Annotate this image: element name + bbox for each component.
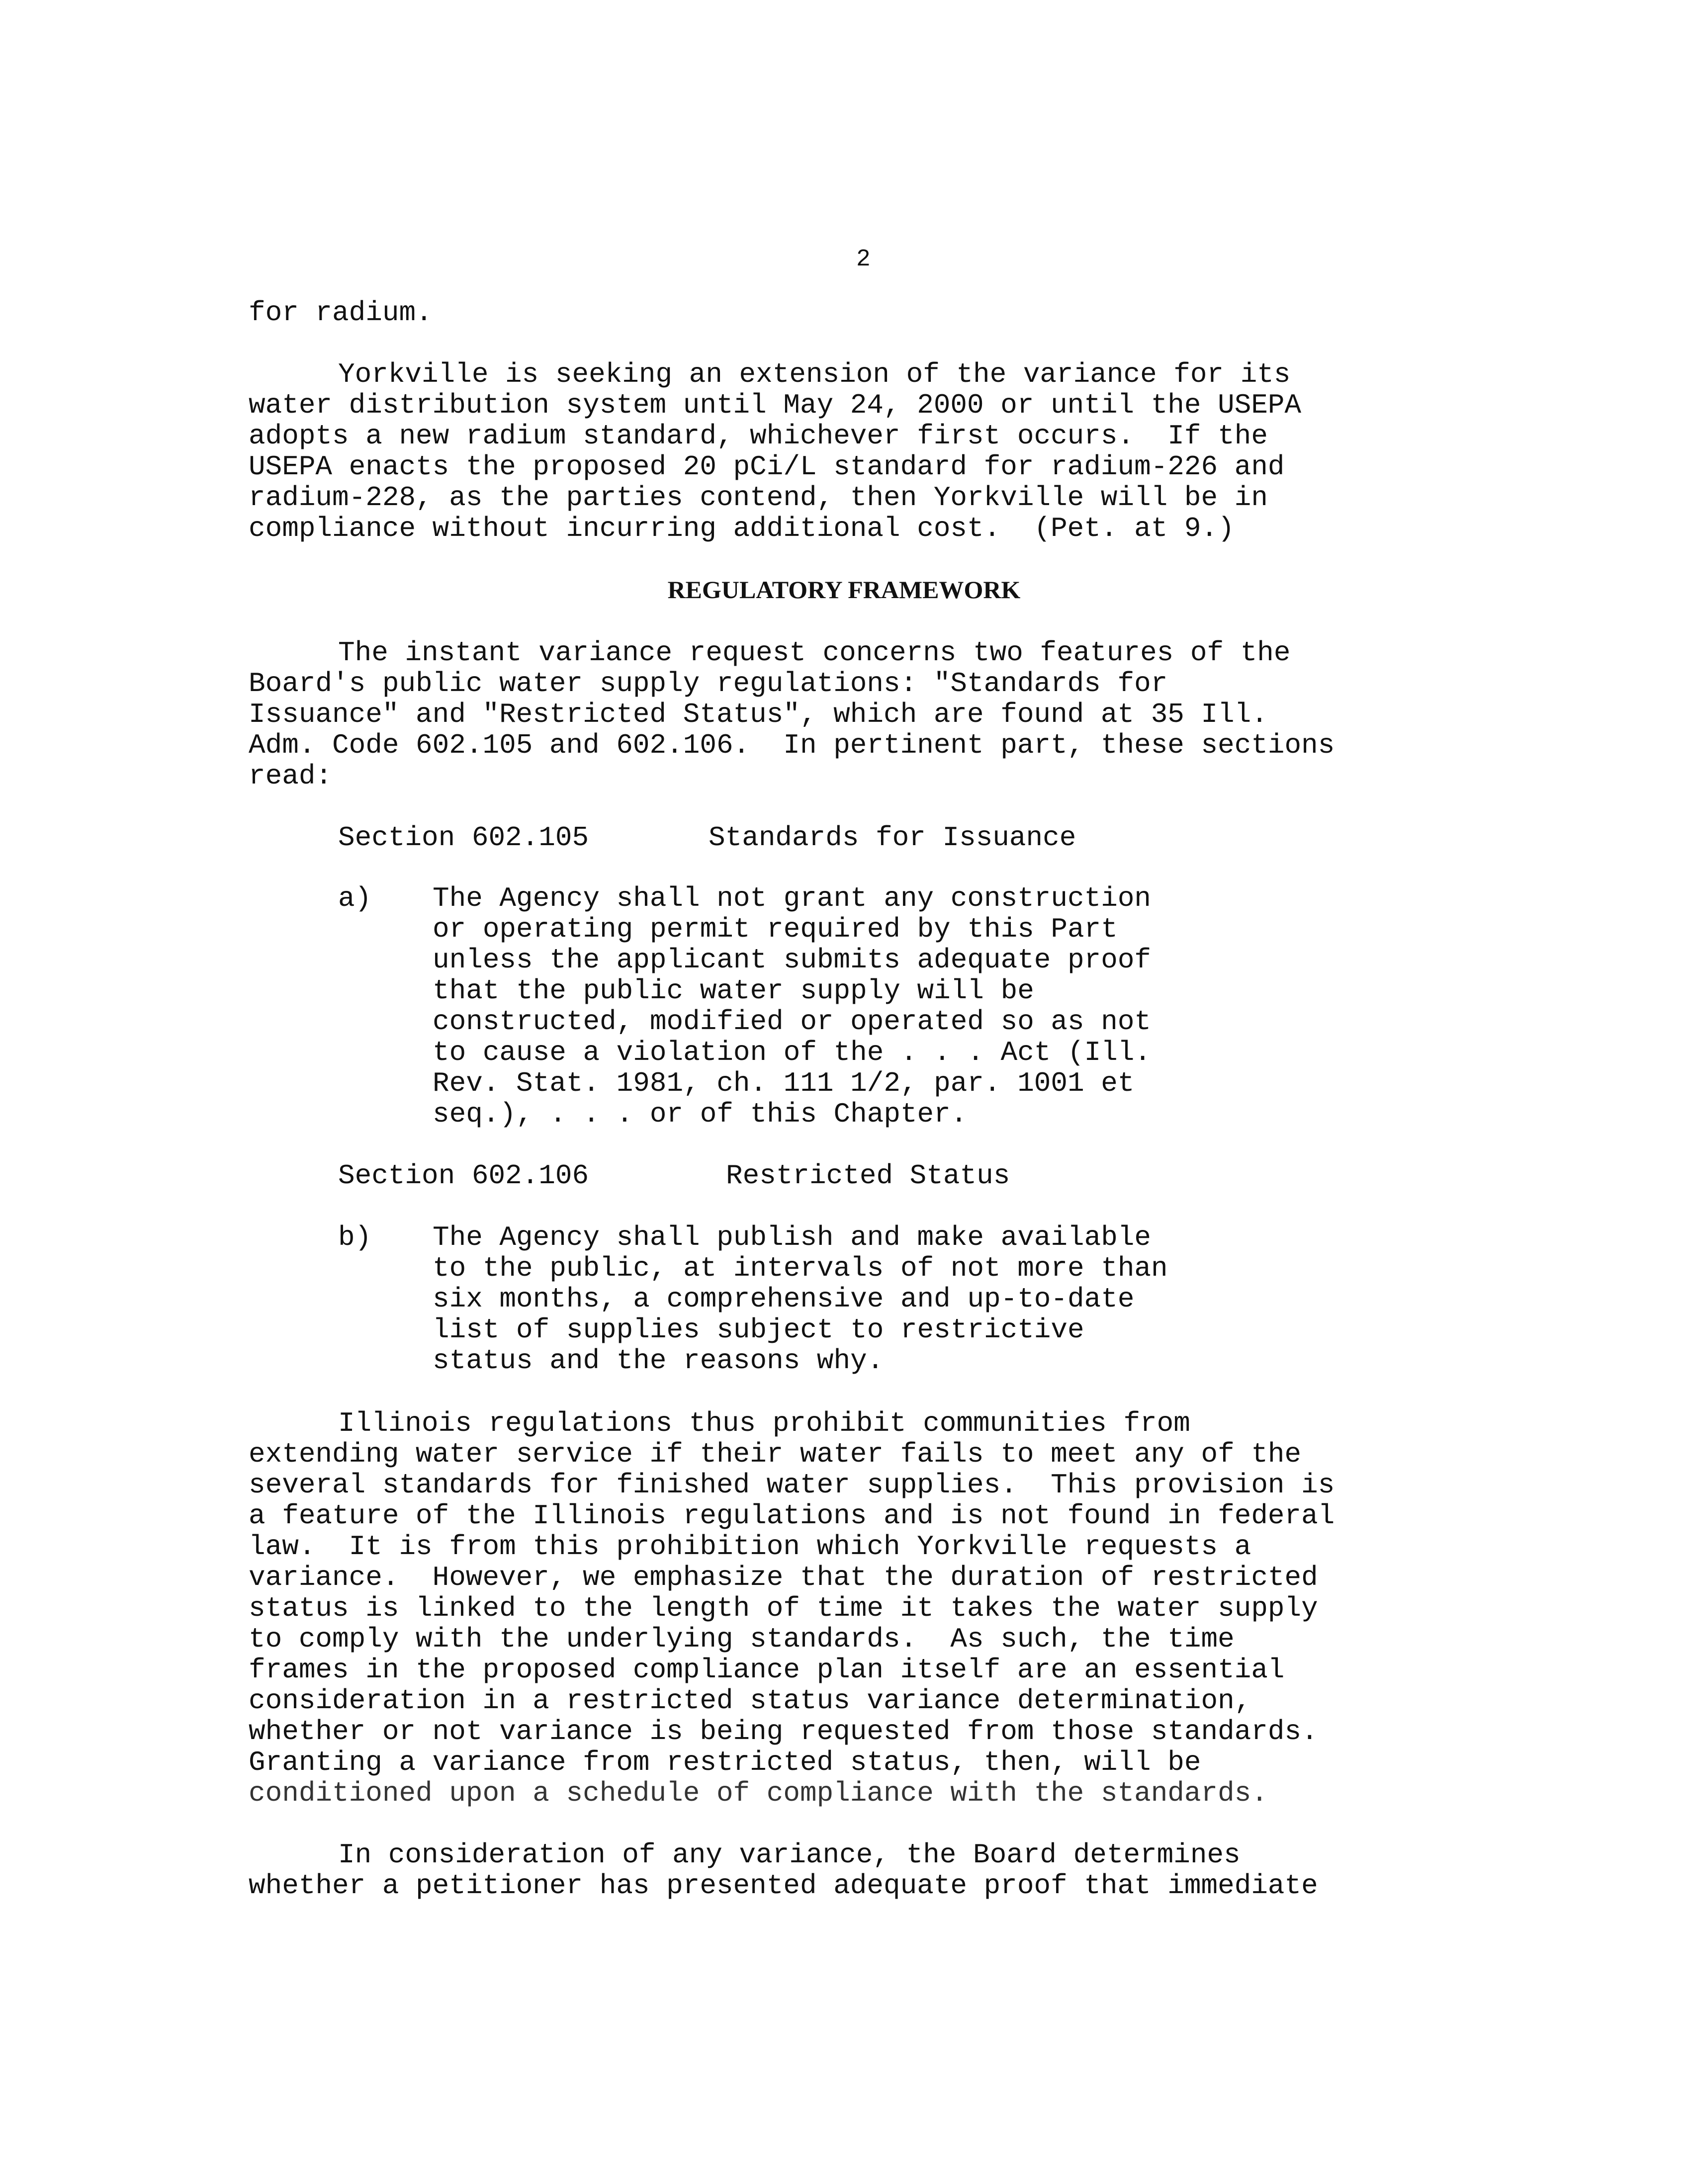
paragraph3-line: Illinois regulations thus prohibit communities from (338, 1407, 1190, 1439)
paragraph1-line: compliance without incurring additional cost. (Pet. at 9.) (249, 513, 1235, 544)
paragraph3-line: whether or not variance is being requested from those standards. (249, 1716, 1318, 1747)
page-number: 2 (856, 246, 871, 273)
paragraph1-line: Yorkville is seeking an extension of the variance for its (338, 358, 1291, 390)
paragraph1-line: radium-228, as the parties contend, then Yorkville will be in (249, 482, 1268, 514)
section-heading: REGULATORY FRAMEWORK (667, 576, 1021, 604)
quoted-line: status and the reasons why. (433, 1345, 884, 1377)
quoted-line: that the public water supply will be (433, 975, 1034, 1007)
paragraph3-line: status is linked to the length of time it takes the water supply (249, 1592, 1318, 1624)
paragraph3-line: Granting a variance from restricted status, then, will be (249, 1747, 1201, 1778)
quoted-line: or operating permit required by this Part (433, 913, 1118, 945)
item-label: b) (338, 1222, 372, 1253)
quoted-line: constructed, modified or operated so as not (433, 1006, 1152, 1038)
quoted-line: unless the applicant submits adequate proof (433, 944, 1152, 976)
paragraph3-line: conditioned upon a schedule of compliance with the standards. (249, 1777, 1268, 1809)
paragraph3-line: several standards for finished water supplies. This provision is (249, 1469, 1335, 1501)
paragraph3-line: to comply with the underlying standards. As such, the time (249, 1623, 1235, 1655)
quoted-line: The Agency shall publish and make available (433, 1222, 1152, 1253)
section-number: Section 602.106 (338, 1160, 589, 1192)
paragraph1-line: USEPA enacts the proposed 20 pCi/L standard for radium-226 and (249, 451, 1285, 483)
paragraph3-line: variance. However, we emphasize that the duration of restricted (249, 1562, 1318, 1593)
quoted-line: Rev. Stat. 1981, ch. 111 1/2, par. 1001 et (433, 1067, 1135, 1099)
section-title: Restricted Status (726, 1160, 1010, 1192)
paragraph3-line: frames in the proposed compliance plan itself are an essential (249, 1654, 1285, 1686)
intro-line: for radium. (249, 297, 433, 329)
paragraph2-line: Adm. Code 602.105 and 602.106. In pertinent part, these sections (249, 729, 1335, 761)
paragraph1-line: water distribution system until May 24, 2000 or until the USEPA (249, 389, 1302, 421)
item-label: a) (338, 882, 372, 914)
quoted-line: list of supplies subject to restrictive (433, 1314, 1084, 1346)
quoted-line: seq.), . . . or of this Chapter. (433, 1098, 968, 1130)
paragraph3-line: consideration in a restricted status variance determination, (249, 1685, 1251, 1717)
paragraph1-line: adopts a new radium standard, whichever first occurs. If the (249, 420, 1268, 452)
paragraph3-line: law. It is from this prohibition which Yorkville requests a (249, 1531, 1251, 1563)
paragraph2-line: Board's public water supply regulations: "Standards for (249, 668, 1168, 699)
section-number: Section 602.105 (338, 822, 589, 854)
quoted-line: to the public, at intervals of not more than (433, 1252, 1168, 1284)
paragraph3-line: extending water service if their water fails to meet any of the (249, 1438, 1302, 1470)
quoted-line: The Agency shall not grant any construction (433, 882, 1152, 914)
quoted-line: to cause a violation of the . . . Act (Ill. (433, 1037, 1152, 1068)
section-title: Standards for Issuance (709, 822, 1076, 854)
paragraph2-line: Issuance" and "Restricted Status", which are found at 35 Ill. (249, 699, 1268, 730)
paragraph2-line: read: (249, 760, 333, 792)
paragraph4-line: whether a petitioner has presented adequate proof that immediate (249, 1870, 1318, 1902)
paragraph3-line: a feature of the Illinois regulations and is not found in federal (249, 1500, 1335, 1532)
paragraph2-line: The instant variance request concerns two features of the (338, 637, 1291, 669)
quoted-line: six months, a comprehensive and up-to-date (433, 1283, 1135, 1315)
paragraph4-line: In consideration of any variance, the Board determines (338, 1839, 1241, 1871)
